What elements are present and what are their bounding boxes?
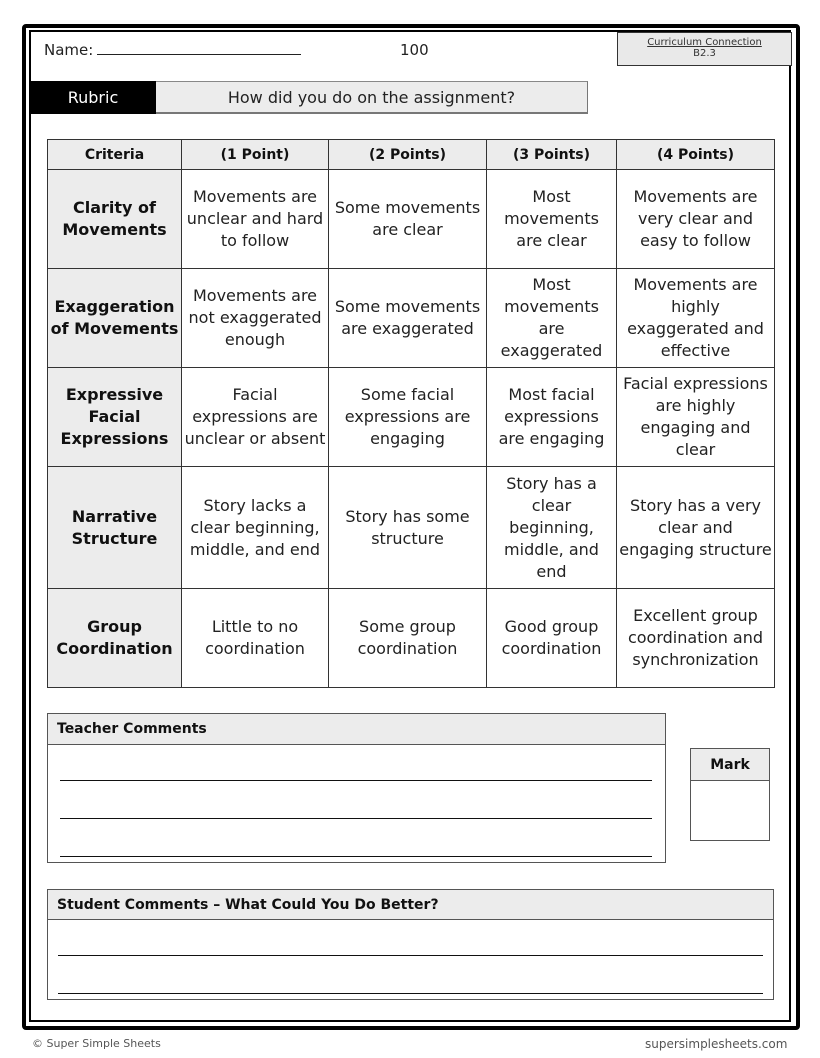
rubric-cell: Movements are highly exaggerated and effective (617, 269, 775, 368)
table-row (48, 589, 775, 688)
curriculum-connection-title: Curriculum Connection (647, 37, 762, 48)
teacher-comment-line[interactable] (60, 818, 652, 819)
rubric-cell: Most movements are exaggerated (487, 269, 617, 368)
student-comments-title: Student Comments – What Could You Do Better? (48, 890, 773, 920)
rubric-label: Rubric (30, 81, 156, 114)
rubric-cell: Story has a clear beginning, middle, and end (487, 467, 617, 589)
rubric-cell: Facial expressions are unclear or absent (182, 368, 329, 467)
column-header-1-point: (1 Point) (182, 140, 329, 170)
rubric-cell: Some facial expressions are engaging (329, 368, 487, 467)
teacher-comments-box (47, 713, 666, 863)
rubric-cell: Facial expressions are highly engaging and clear (617, 368, 775, 467)
mark-box (690, 748, 770, 841)
table-row (48, 368, 775, 467)
rubric-cell: Little to no coordination (182, 589, 329, 688)
rubric-cell: Movements are unclear and hard to follow (182, 170, 329, 269)
teacher-comments-title: Teacher Comments (48, 714, 665, 745)
total-score: 100 (400, 41, 429, 59)
table-row (48, 170, 775, 269)
rubric-cell: Movements are very clear and easy to follow (617, 170, 775, 269)
rubric-cell: Good group coordination (487, 589, 617, 688)
curriculum-connection-box (617, 32, 792, 66)
criteria-cell: Exaggeration of Movements (48, 269, 182, 368)
table-row (48, 467, 775, 589)
rubric-cell: Most movements are clear (487, 170, 617, 269)
rubric-cell: Some group coordination (329, 589, 487, 688)
teacher-comment-line[interactable] (60, 856, 652, 857)
student-comment-line[interactable] (58, 955, 763, 956)
table-row (48, 269, 775, 368)
rubric-cell: Story lacks a clear beginning, middle, and end (182, 467, 329, 589)
table-header-row (48, 140, 775, 170)
criteria-cell: Group Coordination (48, 589, 182, 688)
footer-copyright: © Super Simple Sheets (32, 1037, 161, 1050)
student-comments-box (47, 889, 774, 1000)
criteria-cell: Narrative Structure (48, 467, 182, 589)
criteria-cell: Expressive Facial Expressions (48, 368, 182, 467)
column-header-criteria: Criteria (48, 140, 182, 170)
rubric-cell: Story has a very clear and engaging structure (617, 467, 775, 589)
rubric-bar (30, 81, 588, 114)
column-header-3-points: (3 Points) (487, 140, 617, 170)
column-header-4-points: (4 Points) (617, 140, 775, 170)
rubric-table (47, 139, 775, 688)
rubric-cell: Movements are not exaggerated enough (182, 269, 329, 368)
rubric-cell: Some movements are clear (329, 170, 487, 269)
rubric-cell: Some movements are exaggerated (329, 269, 487, 368)
mark-entry-area[interactable] (691, 781, 769, 839)
name-label: Name: (44, 41, 94, 59)
student-comment-line[interactable] (58, 993, 763, 994)
curriculum-connection-code: B2.3 (693, 48, 716, 59)
mark-title: Mark (691, 749, 769, 781)
teacher-comment-line[interactable] (60, 780, 652, 781)
rubric-cell: Most facial expressions are engaging (487, 368, 617, 467)
name-input-line[interactable] (97, 40, 301, 55)
column-header-2-points: (2 Points) (329, 140, 487, 170)
rubric-cell: Excellent group coordination and synchronization (617, 589, 775, 688)
rubric-question: How did you do on the assignment? (156, 81, 588, 114)
criteria-cell: Clarity of Movements (48, 170, 182, 269)
rubric-cell: Story has some structure (329, 467, 487, 589)
footer-website[interactable]: supersimplesheets.com (645, 1037, 788, 1051)
name-field[interactable] (44, 40, 301, 59)
